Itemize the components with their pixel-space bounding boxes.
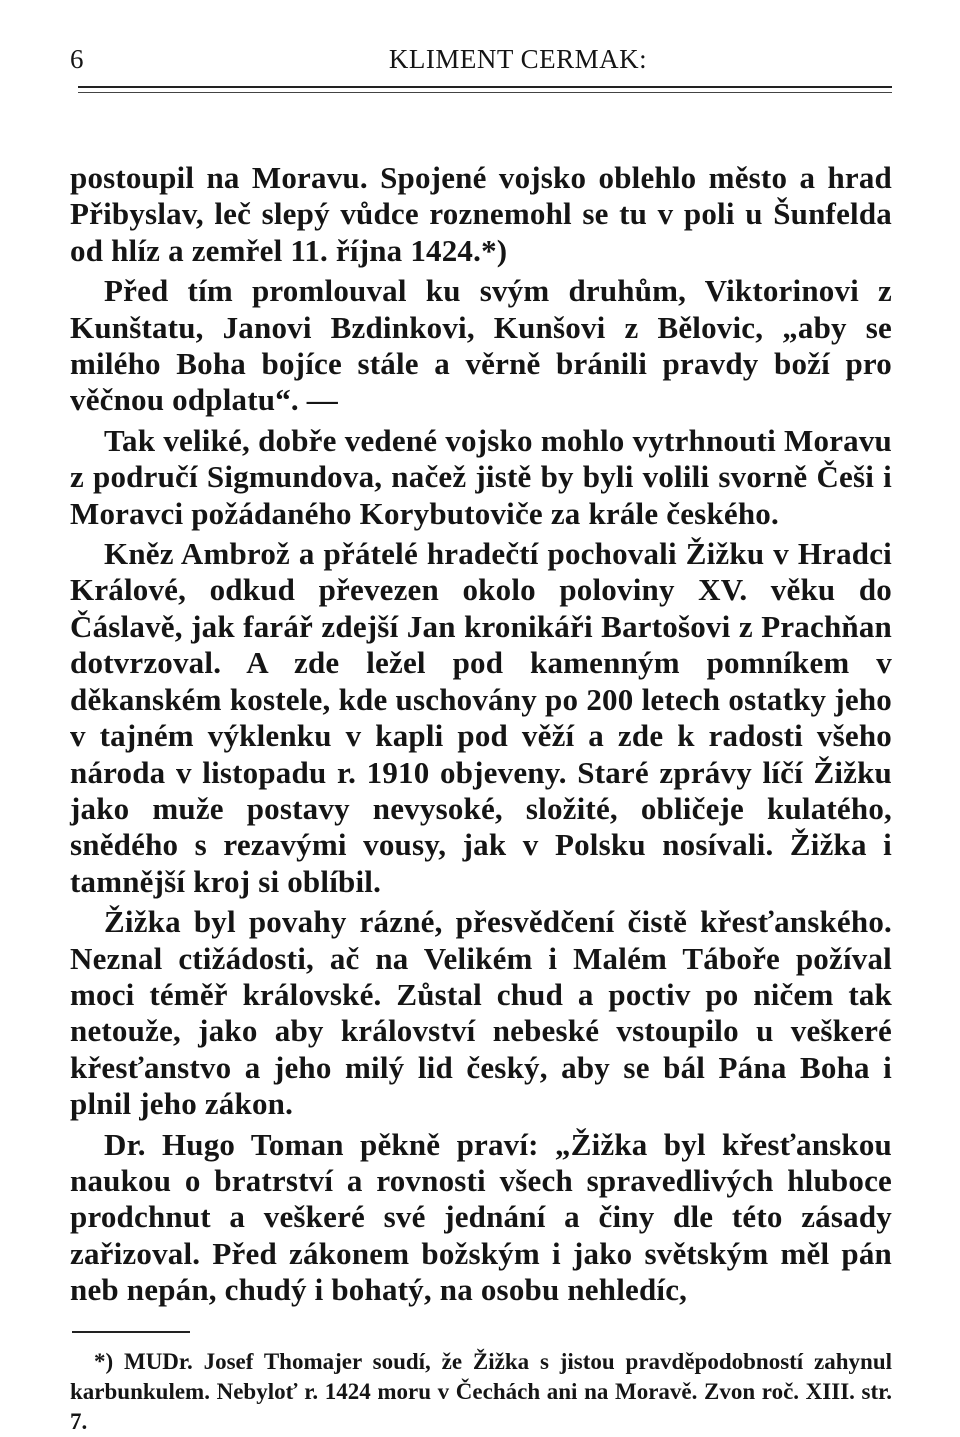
paragraph: Tak veliké, dobře vedené vojsko mohlo vytrhnouti Moravu z područí Sigmundova, načež jistě by byli volili svorně Češi i Moravci požádaného Korybutoviče za krále českého. xyxy=(70,422,892,531)
running-header xyxy=(70,36,892,90)
paragraph: Dr. Hugo Toman pěkně praví: „Žižka byl křesťanskou naukou o bratrství a rovnosti všech spravedlivých hluboce prodchnut a veškeré své jednání a činy dle této zásady zařizoval. Před zákonem božským i jako světským měl pán neb nepán, chudý i bohatý, na osobu nehledíc, xyxy=(70,1126,892,1308)
main-text xyxy=(70,160,892,1309)
paragraph-continuation: postoupil na Moravu. Spojené vojsko oblehlo město a hrad Přibyslav, leč slepý vůdce roznemohl se tu v poli u Šunfelda od hlíz a zemřel 11. října 1424.*) xyxy=(70,160,892,268)
page-number: 6 xyxy=(70,44,84,74)
paragraph: Před tím promlouval ku svým druhům, Viktorinovi z Kunštatu, Janovi Bzdinkovi, Kunšovi z Bělovic, „aby se milého Boha bojíce stále a věrně bránili pravdy boží pro věčnou odplatu“. — xyxy=(70,273,892,418)
book-page xyxy=(70,36,892,1434)
paragraph: Kněz Ambrož a přátelé hradečtí pochovali Žižku v Hradci Králové, odkud převezen okolo poloviny XV. věku do Čáslavě, jak farář zdejší Jan kronikáři Bartošovi z Prachňan dotvrzoval. A zde ležel pod kamenným pomníkem v děkanském kostele, kde uschovány po 200 letech ostatky jeho v tajném výklenku v kapli pod věží a zde k radosti všeho národa v listopadu r. 1910 objeveny. Staré zprávy líčí Žižku jako muže postavy nevysoké, složité, obličeje kulatého, snědého s rezavými vousy, jak v Polsku nosívali. Žižka i tamnější kroj si oblíbil. xyxy=(70,536,892,899)
running-title: KLIMENT CERMAK: xyxy=(388,44,648,74)
footnote: *) MUDr. Josef Thomajer soudí, že Žižka s jistou pravděpodobností zahynul karbunkulem. Nebyloť r. 1424 moru v Čechách ani na Moravě. Zvon roč. XIII. str. 7. xyxy=(70,1348,892,1434)
footnote-rule xyxy=(72,1331,190,1333)
header-rule xyxy=(78,86,892,93)
paragraph: Žižka byl povahy rázné, přesvědčení čistě křesťanského. Neznal ctižádosti, ač na Velikém i Malém Táboře požíval moci téměř královské. Zůstal chud a poctiv po ničem tak netouže, jako aby království nebeské vstoupilo u veškeré křesťanstvo a jeho milý lid český, aby se bál Pána Boha i plnil jeho zákon. xyxy=(70,904,892,1122)
